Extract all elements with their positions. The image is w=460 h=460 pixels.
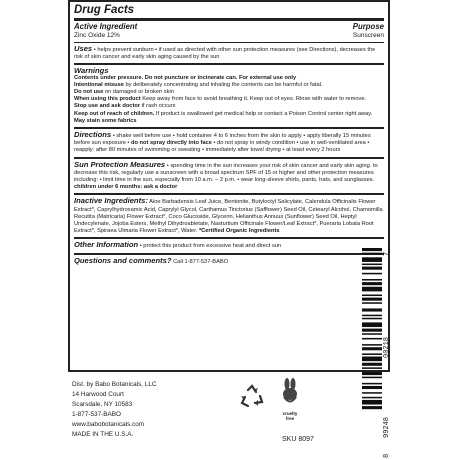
warnings-stop-use (74, 103, 384, 110)
barcode-bar (362, 267, 382, 270)
barcode-digit-left: 8 (383, 453, 391, 458)
barcode-bar (362, 386, 382, 389)
barcode-bar (362, 338, 382, 340)
sun-protection-section (74, 159, 384, 196)
barcode-digits-group-2: 00218 (383, 336, 391, 358)
barcode-bar (362, 308, 382, 311)
sun-protection-text: • spending time in the sun increases your risk of skin cancer and early skin aging. to decrease this risk, regularly use a sunscreen with a broad spectrum SPF of 15 or higher and other protection measures including: • limit time in the sun, especially from 10 a.m. – 2 p.m. • wear long-sleeve shirts, pants, hats, and sunglasses. (74, 162, 378, 184)
purpose-label: Purpose (352, 22, 384, 31)
barcode-digits-group-1: 99248 (383, 416, 391, 438)
active-ingredient-label: Active Ingredient (74, 22, 138, 31)
barcode-bar (362, 253, 382, 255)
dist-line-3: Scarsdale, NY 10583 (72, 401, 133, 408)
other-information-section (74, 239, 384, 254)
cruelty-free-badge (273, 378, 307, 422)
directions-text-1: • shake well before use • hold container 4 to 6 inches from the skin to apply • apply liberally 15 minutes before sun exposure • (74, 133, 371, 147)
barcode-bar (362, 367, 382, 369)
barcode-bar (362, 279, 382, 281)
barcode-bar (362, 377, 382, 379)
barcode-bar (362, 322, 382, 327)
barcode-bars (362, 246, 382, 460)
do-not-use-bold: Do not use (74, 89, 104, 96)
dist-line-1: Dist. by Babo Botanicals, LLC (72, 381, 157, 388)
distributor-address (72, 380, 157, 440)
sku-number: SKU 8097 (282, 436, 314, 443)
stop-use-bold: Stop use and ask doctor (74, 103, 141, 110)
barcode-bar (362, 383, 382, 385)
warnings-heading: Warnings (74, 66, 109, 76)
warnings-pressure: Contents under pressure. Do not puncture or incinerate can. For external use only (74, 74, 297, 81)
barcode-bar (362, 347, 382, 350)
label-footer (68, 376, 390, 460)
active-ingredient-header (74, 22, 384, 32)
uses-text: • helps prevent sunburn • if used as directed with other sun protection measures (see Directions), decreases the risk of skin cancer and early skin aging caused by the sun (74, 47, 376, 61)
barcode-digits (384, 248, 390, 458)
barcode-bar (362, 392, 382, 394)
inactive-ingredients-section (74, 195, 384, 239)
barcode-bar (362, 302, 382, 304)
questions-text: Call 1-877-537-BABO (173, 258, 229, 265)
barcode-bar (362, 363, 382, 366)
do-not-use-text: on damaged or broken skin (103, 89, 174, 96)
barcode-bar (362, 318, 382, 320)
inactive-organic-note: *Certified Organic Ingredients (198, 228, 280, 235)
product-label (68, 0, 390, 460)
questions-section (74, 255, 384, 268)
barcode-bar (362, 315, 382, 317)
bunny-icon (279, 378, 301, 406)
barcode-bar (362, 344, 382, 346)
warnings-keep-out (74, 111, 384, 118)
directions-bold: do not spray directly into face (131, 140, 212, 147)
barcode-bar (362, 257, 382, 262)
other-heading: Other Information (74, 240, 139, 250)
uses-section (74, 43, 384, 65)
cruelty-free-line-1: cruelty (282, 411, 298, 416)
drug-facts-title: Drug Facts (74, 4, 384, 21)
barcode-bar (362, 397, 382, 399)
barcode-bar (362, 400, 382, 405)
sun-protection-heading: Sun Protection Measures (74, 159, 166, 169)
uses-heading: Uses (74, 44, 93, 53)
barcode-bar (362, 264, 382, 266)
inactive-heading: Inactive Ingredients: (74, 196, 148, 206)
when-using-text: Keep away from face to avoid breathing it. Keep out of eyes. Rinse with water to remove. (140, 96, 367, 103)
dist-line-5: www.babobotanicals.com (72, 421, 145, 428)
directions-heading: Directions (74, 130, 112, 140)
barcode-bar (362, 282, 382, 285)
barcode-bar (362, 406, 382, 409)
when-using-bold: When using this product (74, 96, 141, 103)
stop-use-text: if rash occurs (140, 103, 176, 110)
sun-protection-bold: children under 6 months: ask a doctor (74, 184, 178, 191)
barcode-bar (362, 295, 382, 297)
dist-line-6: MADE IN THE U.S.A. (72, 431, 134, 438)
warnings-section (74, 65, 384, 129)
other-text: • protect this product from excessive heat and direct sun (139, 243, 282, 250)
barcode-bar (362, 353, 382, 355)
upc-barcode (362, 246, 390, 460)
warnings-do-not-use (74, 89, 384, 96)
purpose-value: Sunscreen (352, 32, 384, 39)
dist-line-2: 14 Harwood Court (72, 391, 124, 398)
barcode-bar (362, 287, 382, 292)
inactive-text: Aloe Barbadensis Leaf Juice, Bentonite, Butyloctyl Salicylate, Calendula Officinalis Flower Extract*, Caprylhydroxamic Acid, Caprylyl Glycol, Carthamus Tinctorius (Safflower) Seed Oil, Cetearyl Alcohol, Chamomilla Recutita (Matricaria) Flower Extract*, Coco Glucoside, Glycerin, Helianthus Annuus (Sunflower) Seed Oil, Heptyl Undecylenate, Jojoba Esters, Methyl Dihydroabietate, Nasturtium Officinale Flower/Leaf Extract*, Pueraria Lobata Root Extract*, Spiraea Ulmaria Flower Extract*, Water. (74, 199, 383, 235)
keep-out-bold: Keep out of reach of children. (74, 110, 155, 117)
directions-text-2: • do not spray in windy condition • use in well-ventilated area • reapply: after 80 minutes of swimming or sweating • immediately after towel drying • at least every 2 hours (74, 140, 370, 154)
barcode-bar (362, 273, 382, 275)
dist-line-4: 1-877-537-BABO (72, 411, 122, 418)
barcode-bar (362, 372, 382, 375)
drug-facts-panel (68, 0, 390, 372)
barcode-digit-right: 7 (383, 251, 391, 256)
questions-heading: Questions and comments? (74, 255, 172, 265)
recycle-icon (239, 384, 265, 410)
directions-section (74, 129, 384, 159)
barcode-bar (362, 357, 382, 362)
cruelty-free-line-2: free (285, 416, 295, 421)
warnings-stain: May stain some fabrics (74, 117, 137, 124)
misuse-bold: Intentional misuse (74, 81, 124, 88)
warnings-misuse (74, 82, 384, 89)
warnings-when-using (74, 96, 384, 103)
barcode-bar (362, 248, 382, 251)
active-ingredient-row (74, 32, 384, 43)
right-margin (390, 0, 460, 460)
barcode-bar (362, 298, 382, 301)
left-margin (0, 0, 68, 460)
barcode-bar (362, 329, 382, 332)
keep-out-text: If product is swallowed get medical help or contact a Poison Control center right away. (154, 110, 373, 117)
active-ingredient-value: Zinc Oxide 12% (74, 32, 120, 39)
misuse-text: by deliberately concentrating and inhaling the contents can be harmful or fatal. (123, 81, 323, 88)
barcode-bar (362, 333, 382, 335)
